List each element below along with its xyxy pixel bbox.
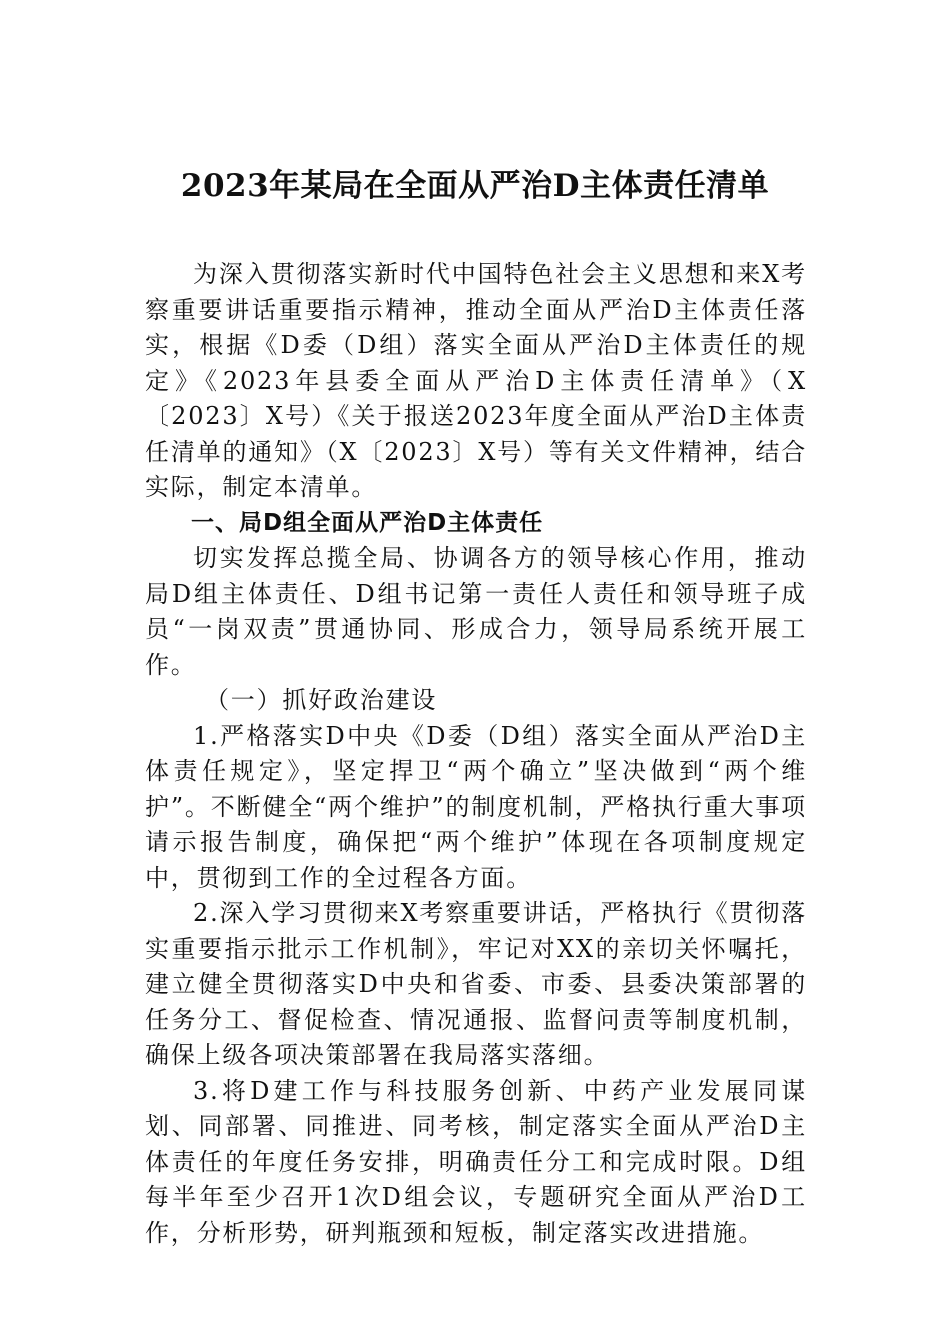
body-paragraph: 1.严格落实D中央《D委（D组）落实全面从严治D主体责任规定》，坚定捍卫“两个确立”坚决做到“两个维护”。不断健全“两个维护”的制度机制，严格执行重大事项请示报告制度，确保把“两个维护”体现在各项制度规定中，贯彻到工作的全过程各方面。 (145, 721, 807, 892)
body-paragraph: 切实发挥总揽全局、协调各方的领导核心作用，推动局D组主体责任、D组书记第一责任人责任和领导班子成员“一岗双责”贯通协同、形成合力，领导局系统开展工作。 (145, 544, 807, 679)
body-paragraph: 2.深入学习贯彻来X考察重要讲话，严格执行《贯彻落实重要指示批示工作机制》，牢记对XX的亲切关怀嘱托，建立健全贯彻落实D中央和省委、市委、县委决策部署的任务分工、督促检查、情况通报、监督问责等制度机制，确保上级各项决策部署在我局落实落细。 (145, 899, 807, 1069)
section-heading: 一、局D组全面从严治D主体责任 (191, 509, 544, 536)
intro-paragraph: 为深入贯彻落实新时代中国特色社会主义思想和来X考察重要讲话重要指示精神，推动全面从严治D主体责任落实，根据《D委（D组）落实全面从严治D主体责任的规定》《2023年县委全面从严治D主体责任清单》（X〔2023〕X号）《关于报送2023年度全面从严治D主体责任清单的通知》（X〔2023〕X号）等有关文件精神，结合实际，制定本清单。 (145, 260, 807, 501)
body-paragraph: 3.将D建工作与科技服务创新、中药产业发展同谋划、同部署、同推进、同考核，制定落实全面从严治D主体责任的年度任务安排，明确责任分工和完成时限。D组每半年至少召开1次D组会议，专题研究全面从严治D工作，分析形势，研判瓶颈和短板，制定落实改进措施。 (145, 1076, 807, 1247)
document-body (145, 257, 807, 1251)
document-title: 2023年某局在全面从严治D主体责任清单 (180, 168, 770, 204)
subsection-heading: （一）抓好政治建设 (205, 686, 438, 714)
